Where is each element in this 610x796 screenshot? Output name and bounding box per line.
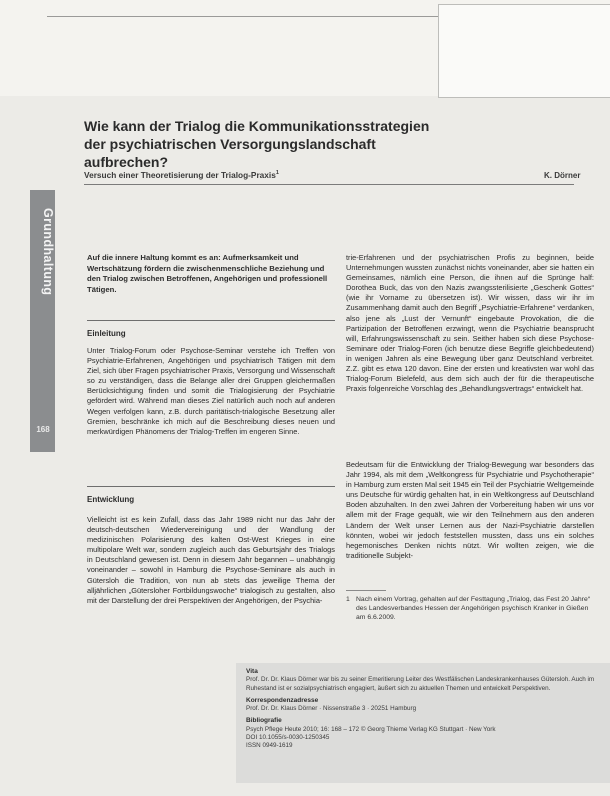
section-tab-label: Grundhaltung	[41, 208, 55, 296]
bibliography-heading: Bibliografie	[246, 717, 282, 725]
top-rule	[47, 16, 439, 17]
header-rule	[84, 184, 574, 185]
article-title: Wie kann der Trialog die Kommunikationsstrategien der psychiatrischen Versorgungslandschaft aufbrechen?	[84, 118, 430, 170]
vita-text-line-1: Prof. Dr. Dr. Klaus Dörner war bis zu seiner Emeritierung Leiter des Westfälischen Landeskrankenhauses Gütersloh. Auch im	[246, 676, 595, 684]
article-subtitle	[84, 170, 424, 180]
vita-text-line-2: Ruhestand ist er sozialpsychiatrisch engagiert, äußert sich zu aktuellen Themen und entwickelt Perspektiven.	[246, 684, 551, 692]
intro-heading: Einleitung	[87, 329, 126, 338]
address-text: Prof. Dr. Dr. Klaus Dörner · Nissenstraße 3 · 20251 Hamburg	[246, 705, 417, 713]
footnote-number: 1	[346, 596, 350, 603]
right-column-paragraph-1: trie-Erfahrenen und der psychiatrischen Profis zu beginnen, beide Unternehmungen wussten zunächst nichts voneinander, aber sie hatten ein Gemeinsames, nämlich eine Person, die ihnen auf die Sprünge half: Dorothea Buck, das von den Nazis zwangssterilisierte „Geschenk Gottes“ (wie ihr Vorname zu übersetzen ist). Wir wissen, dass wir ihr im Zusammenhang damit auch den Begriff „Psychiatrie-Erfahrene“ verdanken, also jene als „Lust der Vernunft“ eingebaute Provokation, die die Partizipation der Betroffenen erzwingt, wenn die Psychiatrie beansprucht will, Erfahrungswissenschaft zu sein. Seither haben sich diese Psychose-Seminare oder Trialog-Foren (ich benutze diese Begriffe gleichbedeutend) in wenigen Jahren als eine Bewegung über ganz Deutschland verbreitet. Z.Z. gibt es etwa 120 davon. Eine der ersten und kreativsten war wohl das Trialog-Forum Bielefeld, aus dem sich auch der für die therapeutische Praxis folgenreiche Vorschlag des „Behandlungsvertrags“ entwickelt hat.	[346, 253, 594, 394]
right-column-paragraph-2: Bedeutsam für die Entwicklung der Trialog-Bewegung war besonders das Jahr 1994, als mit dem „Weltkongress für Psychiatrie und Psychotherapie“ in Hamburg zum ersten Mal seit 1945 ein Teil der Psychiatrie Weltgemeinde uns Deutsche für würdig gehalten hat, in ein Weltkongress auf Deutschland Boden abzuhalten. In den zwei Jahren der Vorbereitung haben wir uns vor allem mit der Frage gequält, wie wir den Teilnehmern aus den anderen Ländern der Welt unser Lernen aus der Nazi-Psychiatrie darstellen könnten, wobei wir jedoch feststellen mussten, dass uns ein solches hegemonisches Denken nichts nützt. Wir wollten zeigen, wie die traditionelle Subjekt-	[346, 460, 594, 560]
section-rule-intro	[87, 320, 335, 321]
bibliography-doi: DOI 10.1055/s-0030-1250345	[246, 734, 330, 742]
article-author: K. Dörner	[544, 171, 581, 180]
section-rule-dev	[87, 486, 335, 487]
header-box	[438, 4, 610, 98]
subtitle-text: Versuch einer Theoretisierung der Trialog-Praxis	[84, 170, 276, 180]
subtitle-footnote-mark: 1	[275, 170, 279, 177]
article-abstract: Auf die innere Haltung kommt es an: Aufmerksamkeit und Wertschätzung fördern die zwischenmenschliche Beziehung und den Trialog zwischen Betroffenen, Angehörigen und professionell Tätigen.	[87, 253, 328, 294]
vita-heading: Vita	[246, 668, 258, 675]
development-paragraph: Vielleicht ist es kein Zufall, dass das Jahr 1989 nicht nur das Jahr der deutsch-deutschen Wiedervereinigung und der Wandlung der medizinischen Polarisierung des kalten Ost-West Krieges in eine multipolare Welt war, sondern zugleich auch das Geburtsjahr des Trialogs in Deutschland gewesen ist. Denn in diesem Jahr begannen – unabhängig voneinander – sowohl in Hamburg die Psychose-Seminare als auch in Gütersloh die Tradition, von nun ab stets das jeweilige Thema der alljährlichen „Gütersloher Fortbildungswoche“ trialogisch zu gestalten, also mit der Darstellung der drei Perspektiven der Angehörigen, der Psychia-	[87, 515, 335, 605]
footnote-rule	[346, 590, 386, 591]
intro-paragraph: Unter Trialog-Forum oder Psychose-Seminar verstehe ich Treffen von Psychiatrie-Erfahrenen, Angehörigen und psychiatrisch Tätigen mit dem Ziel, sich über Fragen psychiatrischer Praxis, Versorgung und Wissenschaft so zu verständigen, dass die Belange aller drei Gruppen gleichermaßen Berücksichtigung finden und somit die Trialogisierung der Psychiatrie gefördert wird. Während man dieses Ziel natürlich auch noch auf anderen Wegen verfolgen kann, z.B. durch paritätisch-trialogische Besetzung aller Gremien, beschränke ich mich auf die Beschreibung dieses neuen und merkwürdigen Phänomens der Trialog-Treffen im engeren Sinne.	[87, 346, 335, 436]
page-number: 168	[36, 425, 50, 434]
footnote-text: Nach einem Vortrag, gehalten auf der Festtagung „Trialog, das Fest 20 Jahre“ des Landesverbandes Hessen der Angehörigen psychisch Kranker in Gießen am 6.6.2009.	[356, 596, 590, 621]
footnote	[346, 596, 596, 623]
bibliography-issn: ISSN 0949-1619	[246, 742, 293, 750]
address-heading: Korrespondenzadresse	[246, 696, 319, 704]
bibliography-line-1: Psych Pflege Heute 2010; 16: 168 – 172 © Georg Thieme Verlag KG Stuttgart · New York	[246, 725, 496, 733]
development-heading: Entwicklung	[87, 495, 135, 504]
info-box-content	[246, 668, 606, 751]
